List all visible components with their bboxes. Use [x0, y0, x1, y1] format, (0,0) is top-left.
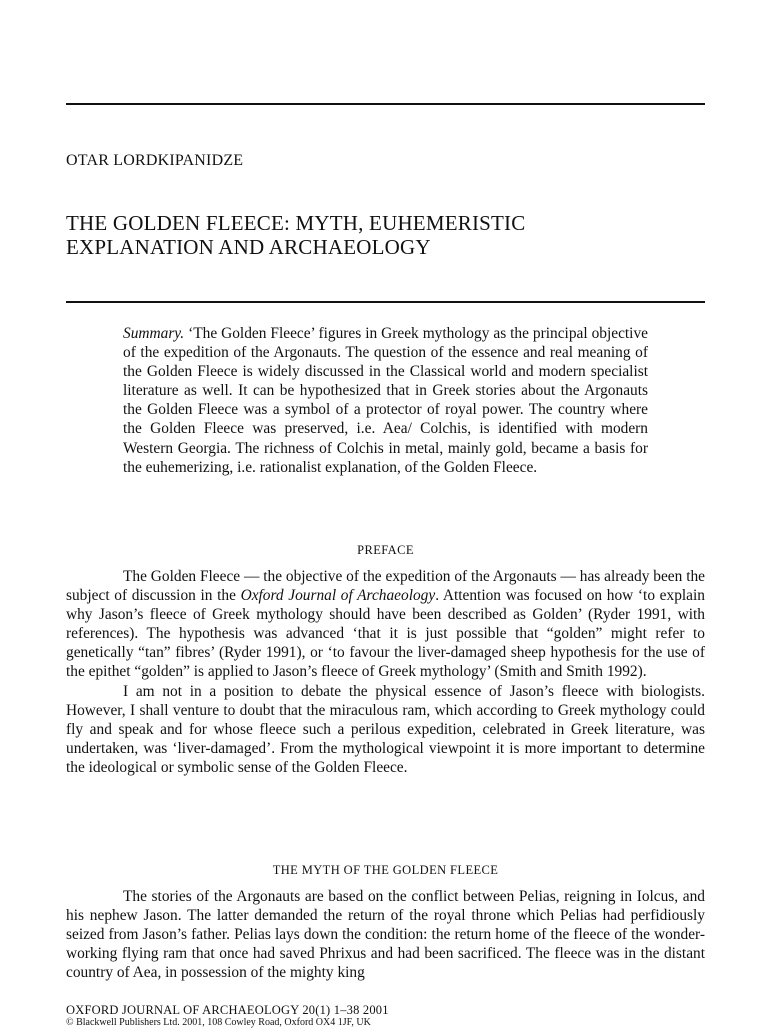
myth-body: [66, 887, 705, 982]
preface-paragraph-2: I am not in a position to debate the physical essence of Jason’s fleece with biologists. However, I shall venture to doubt that the miraculous ram, which according to Greek mythology could fly and speak and for whose fleece such a perilous expedition, celebrated in Greek literature, was undertaken, was ‘liver-damaged’. From the mythological viewpoint it is more important to determine the ideological or symbolic sense of the Golden Fleece.: [66, 682, 705, 776]
preface-paragraph-1: [66, 567, 705, 682]
myth-paragraph-1: The stories of the Argonauts are based on the conflict between Pelias, reigning in Iolcus, and his nephew Jason. The latter demanded the return of the royal throne which Pelias had perfidiously seized from Jason’s father. Pelias lays down the condition: the return home of the fleece of the wonder-working flying ram that once had saved Phrixus and had been sacrificed. The fleece was in the distant country of Aea, in possession of the mighty king: [66, 888, 705, 982]
article-title-line-1: THE GOLDEN FLEECE: MYTH, EUHEMERISTIC: [66, 211, 526, 235]
article-title-line-2: EXPLANATION AND ARCHAEOLOGY: [66, 235, 431, 259]
myth-heading: THE MYTH OF THE GOLDEN FLEECE: [272, 863, 499, 877]
summary-block: [123, 324, 648, 477]
footer-copyright: © Blackwell Publishers Ltd. 2001, 108 Cowley Road, Oxford OX4 1JF, UK: [66, 1017, 371, 1028]
footer-journal-citation: OXFORD JOURNAL OF ARCHAEOLOGY 20(1) 1–38 2001: [66, 1003, 389, 1017]
summary-text: ‘The Golden Fleece’ figures in Greek mythology as the principal objective of the expedition of the Argonauts. The question of the essence and real meaning of the Golden Fleece is widely discussed in the Classical world and modern specialist literature as well. It can be hypothesized that in Greek stories about the Argonauts the Golden Fleece was a symbol of a protector of royal power. The country where the Golden Fleece was preserved, i.e. Aea/ Colchis, is identified with modern Western Georgia. The richness of Colchis in metal, mainly gold, became a basis for the euhemerizing, i.e. rationalist explanation, of the Golden Fleece.: [123, 325, 648, 476]
preface-body: [66, 567, 705, 777]
header-top-rule: [66, 103, 705, 105]
header-bottom-rule: [66, 301, 705, 303]
author-name: OTAR LORDKIPANIDZE: [66, 152, 244, 169]
preface-p1-end: . Attention was focused on how ‘to explain why Jason’s fleece of Greek mythology should have been described as Golden’ (Ryder 1991, with references). The hypothesis was advanced ‘that it is just possible that “golden” might refer to genetically “tan” fibres’ (Ryder 1991), or ‘to favour the liver-damaged sheep hypothesis for the use of the epithet “golden” is applied to Jason’s fleece of Greek mythology’ (Smith and Smith 1992).: [66, 587, 705, 681]
preface-heading: PREFACE: [357, 543, 414, 557]
journal-name-italic: Oxford Journal of Archaeology: [240, 587, 436, 605]
summary-label: Summary.: [123, 325, 185, 342]
preface-p1-start: The Golden Fleece — the objective of the expedition of the Argonauts — has already been the subject of discussion in the: [66, 568, 705, 605]
article-title: [66, 211, 525, 259]
